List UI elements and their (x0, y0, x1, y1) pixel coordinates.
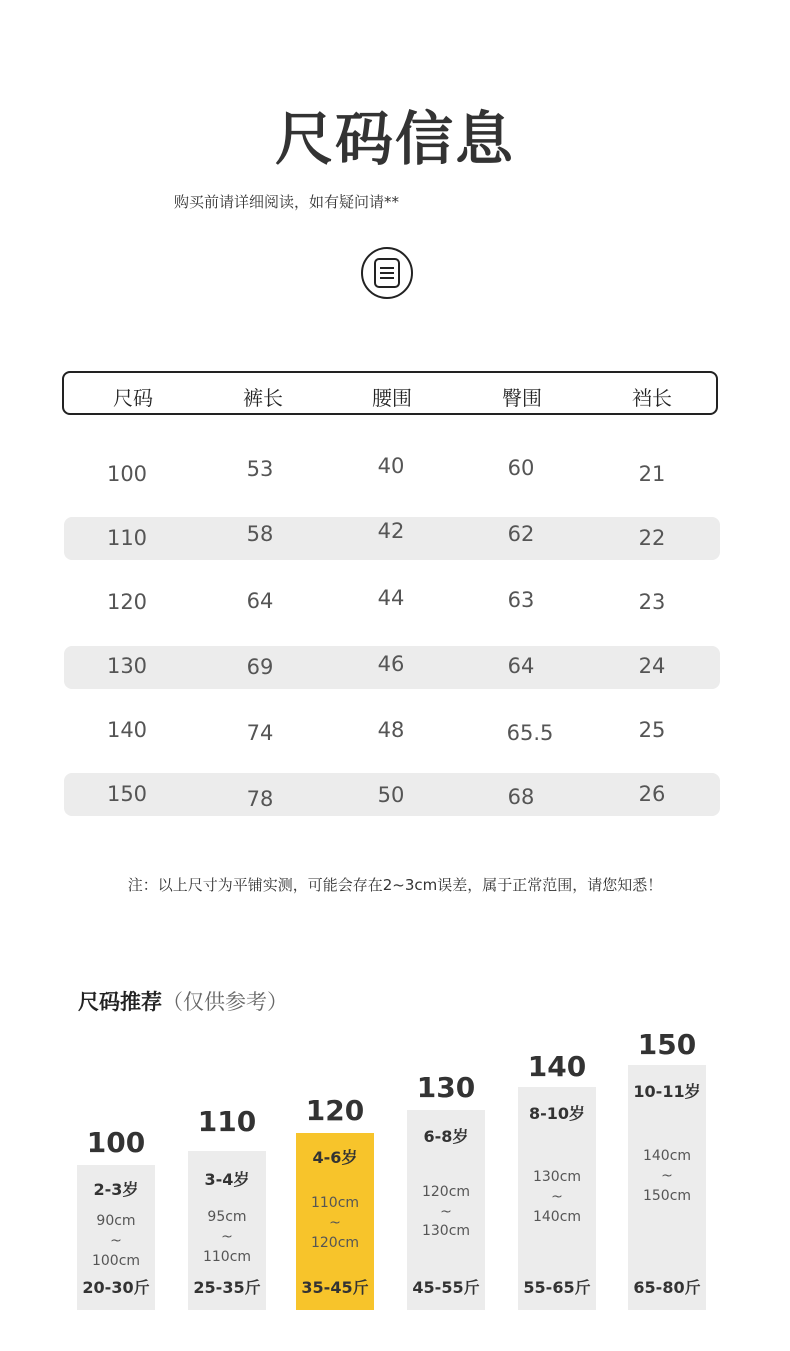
weight-range: 35-45斤 (301, 1278, 369, 1297)
size-bar (518, 1087, 596, 1310)
height-from: 120cm (421, 1184, 471, 1200)
recommendation-heading: 尺码推荐 (78, 990, 162, 1014)
table-cell: 42 (377, 519, 405, 543)
height-from: 90cm (96, 1213, 136, 1229)
header-hip: 臀围 (502, 386, 542, 410)
height-tilde: ~ (551, 1189, 563, 1205)
header-pants-length: 裤长 (243, 386, 283, 410)
height-from: 110cm (310, 1195, 360, 1211)
weight-range: 55-65斤 (523, 1278, 591, 1297)
height-from: 140cm (642, 1148, 692, 1164)
table-cell: 22 (638, 526, 666, 550)
document-list-icon (360, 246, 414, 300)
table-cell: 23 (638, 590, 666, 614)
table-cell: 110 (106, 526, 148, 550)
table-cell: 120 (106, 590, 148, 614)
age-range: 4-6岁 (312, 1148, 358, 1167)
table-cell: 68 (507, 785, 535, 809)
age-range: 10-11岁 (633, 1082, 701, 1101)
height-to: 120cm (310, 1235, 360, 1251)
size-bar (407, 1110, 485, 1310)
table-cell: 46 (377, 652, 405, 676)
table-cell: 78 (246, 787, 274, 811)
size-label: 150 (637, 1028, 697, 1061)
table-cell: 100 (106, 462, 148, 486)
table-cell: 48 (377, 718, 405, 742)
table-cell: 65.5 (506, 721, 554, 745)
weight-range: 25-35斤 (193, 1278, 261, 1297)
size-bar (77, 1165, 155, 1310)
size-label: 110 (197, 1105, 257, 1138)
age-range: 3-4岁 (204, 1170, 250, 1189)
table-cell: 62 (507, 522, 535, 546)
table-cell: 24 (638, 654, 666, 678)
table-cell: 58 (246, 522, 274, 546)
table-cell: 60 (507, 456, 535, 480)
weight-range: 45-55斤 (412, 1278, 480, 1297)
height-to: 100cm (91, 1253, 141, 1269)
weight-range: 65-80斤 (633, 1278, 701, 1297)
size-label: 140 (527, 1050, 587, 1083)
header-size: 尺码 (113, 386, 153, 410)
page-title: 尺码信息 (274, 105, 515, 173)
height-tilde: ~ (221, 1229, 233, 1245)
height-to: 110cm (202, 1249, 252, 1265)
size-bar-highlighted (296, 1133, 374, 1310)
table-cell: 40 (377, 454, 405, 478)
height-tilde: ~ (110, 1233, 122, 1249)
table-cell: 74 (246, 721, 274, 745)
size-bar (188, 1151, 266, 1310)
height-from: 130cm (532, 1169, 582, 1185)
table-cell: 26 (638, 782, 666, 806)
recommendation-title (78, 986, 288, 1016)
age-range: 8-10岁 (528, 1104, 586, 1123)
height-tilde: ~ (661, 1168, 673, 1184)
table-cell: 69 (246, 655, 274, 679)
table-cell: 50 (377, 783, 405, 807)
page-subtitle: 购买前请详细阅读，如有疑问请** (174, 193, 400, 211)
height-tilde: ~ (329, 1215, 341, 1231)
age-range: 2-3岁 (93, 1180, 139, 1199)
weight-range: 20-30斤 (82, 1278, 150, 1297)
recommendation-subheading: （仅供参考） (162, 990, 288, 1014)
size-label: 100 (86, 1126, 146, 1159)
table-cell: 21 (638, 462, 666, 486)
height-tilde: ~ (440, 1204, 452, 1220)
height-from: 95cm (207, 1209, 247, 1225)
height-to: 140cm (532, 1209, 582, 1225)
table-cell: 64 (246, 589, 274, 613)
measurement-note: 注：以上尺寸为平铺实测，可能会存在2~3cm误差，属于正常范围，请您知悉！ (127, 876, 663, 894)
table-cell: 140 (106, 718, 148, 742)
table-cell: 63 (507, 588, 535, 612)
size-label: 130 (416, 1071, 476, 1104)
size-bar (628, 1065, 706, 1310)
header-crotch: 裆长 (632, 386, 672, 410)
table-cell: 53 (246, 457, 274, 481)
header-waist: 腰围 (372, 386, 412, 410)
height-to: 130cm (421, 1223, 471, 1239)
table-cell: 150 (106, 782, 148, 806)
table-cell: 130 (106, 654, 148, 678)
table-cell: 25 (638, 718, 666, 742)
table-cell: 64 (507, 654, 535, 678)
age-range: 6-8岁 (423, 1127, 469, 1146)
height-to: 150cm (642, 1188, 692, 1204)
table-cell: 44 (377, 586, 405, 610)
size-label: 120 (305, 1094, 365, 1127)
